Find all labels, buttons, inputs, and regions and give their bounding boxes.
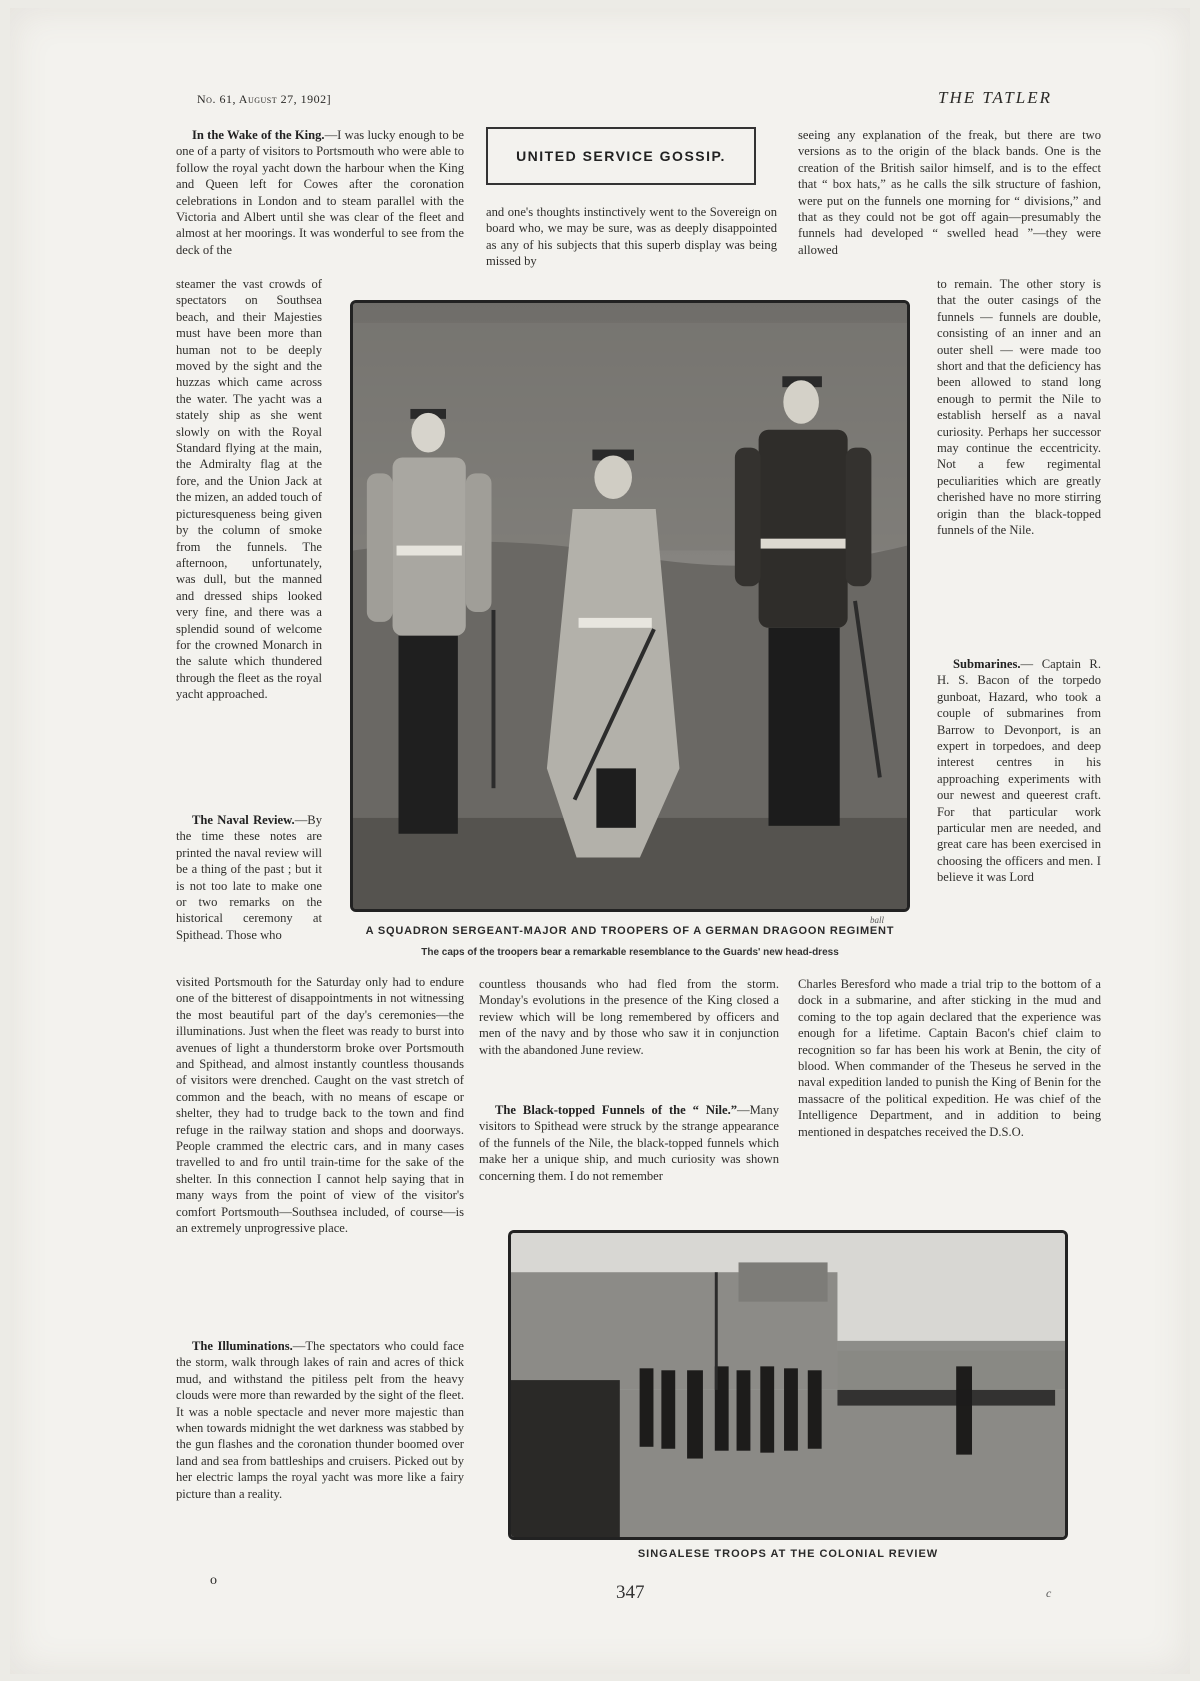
- col3-top-paragraph: [798, 127, 1101, 258]
- illuminations-text: —The spectators who could face the storm, walk through lakes of rain and acres of thick mud, and withstand the pitiless pelt from the heavy clouds were more than rewarded by the sight of the fleet. It was a noble spectacle and never more majestic than when towards midnight the wet darkness was stabbed by the gun flashes and the coronation thunder boomed over land and sea from battleships and cruisers. Picked out by her electric lamps the royal yacht was more like a fairy picture than a reality.: [176, 1339, 464, 1501]
- printer-mark-left: o: [210, 1573, 217, 1588]
- magazine-title: THE TATLER: [938, 88, 1052, 107]
- wake-text-narrow: steamer the vast crowds of spectators on Southsea beach, and their Majesties must have been more than human not to be deeply moved by the sight and the huzzas which came across the water. The yacht was a stately ship as she went slowly on with the Royal Standard flying at the main, the Admiralty flag at the fore, and the Union Jack at the mizen, an added touch of picturesqueness being given by the column of smoke from the funnels. The afternoon, unfortunately, was dull, but the manned and dressed ships looked very fine, and there was a splendid sound of welcome for the crowned Monarch in the salute which thundered through the fleet as the royal yacht approached.: [176, 277, 322, 702]
- review-text: countless thousands who had fled from the storm. Monday's evolutions in the presence of the King closed a review which will be long remembered by officers and men of the navy and by those who saw it in conjunction with the abandoned June review.: [479, 977, 779, 1057]
- illuminations-heading: The Illuminations.: [192, 1339, 293, 1353]
- naval-paragraph-narrow: [176, 812, 322, 943]
- funnels-paragraph: [479, 1102, 779, 1184]
- submarines-paragraph-wide: [798, 976, 1101, 1140]
- submarines-paragraph-narrow: [937, 656, 1101, 886]
- section-title: UNITED SERVICE GOSSIP.: [486, 127, 756, 185]
- col3-top-text: seeing any explanation of the freak, but there are two versions as to the origin of the black bands. One is the creation of the British sailor himself, and is to the effect that “ box hats,” as he calls the silk structure of fashion, were put on the funnels one morning for “ divisions,” and that as they could not be got off again—presumably the funnels had developed “ swelled head ”—they were allowed: [798, 128, 1101, 257]
- submarines-text-wide: Charles Beresford who made a trial trip to the bottom of a dock in a submarine, and after sticking in the mud and coming to the top again declared that the experience was enough for a lifetime. Captain Bacon's chief claim to recognition so far has been his work at Benin, the city of blood. When commander of the Theseus he served in the naval expedition landed to punish the King of Benin for the massacre of the political expedition. He was chief of the Intelligence Department, and in addition to being mentioned in despatches received the D.S.O.: [798, 977, 1101, 1139]
- wake-paragraph-top: [176, 127, 464, 258]
- col2-top-text: and one's thoughts instinctively went to the Sovereign on board who, we may be sure, was as deeply disappointed as any of his subjects that this superb display was being missed by: [486, 205, 777, 269]
- funnels-heading: The Black-topped Funnels of the “ Nile.”: [495, 1103, 738, 1117]
- page-number: 347: [616, 1582, 645, 1603]
- col3-narrow-text: to remain. The other story is that the outer casings of the funnels — funnels are double, consisting of an inner and an outer shell — were made too short and that the deficiency has been allowed to stand long enough to permit the Nile to establish herself as a naval curiosity. Perhaps her successor may continue the eccentricity. Not a few regimental peculiarities which are greatly cherished have no more stirring origin than the black-topped funnels of the Nile.: [937, 277, 1101, 538]
- dragoon-caption: A SQUADRON SERGEANT-MAJOR AND TROOPERS OF A GERMAN DRAGOON REGIMENT: [365, 925, 895, 937]
- printer-mark-right: c: [1046, 1586, 1052, 1600]
- funnels-text: —Many visitors to Spithead were struck by the strange appearance of the funnels of the Nile, the black-topped funnels which make her a unique ship, and much curiosity was shown concerning them. I do not remember: [479, 1103, 779, 1183]
- singalese-caption: SINGALESE TROOPS AT THE COLONIAL REVIEW: [637, 1548, 939, 1560]
- illuminations-paragraph: [176, 1338, 464, 1502]
- photo-credit: ball: [870, 915, 885, 925]
- naval-paragraph-wide: [176, 974, 464, 1237]
- naval-heading: The Naval Review.: [192, 813, 295, 827]
- review-paragraph: [479, 976, 779, 1058]
- wake-paragraph-narrow: [176, 276, 322, 703]
- col3-narrow-paragraph: [937, 276, 1101, 539]
- naval-text-narrow: —By the time these notes are printed the naval review will be a thing of the past ; but it is not too late to make one or two remarks on the historical ceremony at Spithead. Those who: [176, 813, 322, 942]
- submarines-text-narrow: — Captain R. H. S. Bacon of the torpedo gunboat, Hazard, who took a couple of submarines from Barrow to Devonport, is an expert in torpedoes, and deep interest centres in his approaching experiments with our newest and queerest craft. For that particular work particular men are needed, and great care has been exercised in choosing the officers and men. I believe it was Lord: [937, 657, 1101, 885]
- dragoon-subcaption: The caps of the troopers bear a remarkable resemblance to the Guards' new head-dress: [421, 947, 839, 958]
- singalese-troops-photograph: [508, 1230, 1068, 1540]
- wake-heading: In the Wake of the King.: [192, 128, 325, 142]
- dragoon-photograph: [350, 300, 910, 912]
- col2-top-paragraph: [486, 204, 777, 270]
- submarines-heading: Submarines.: [953, 657, 1021, 671]
- wake-text-top: —I was lucky enough to be one of a party of visitors to Portsmouth who were able to follow the royal yacht down the harbour when the King and Queen left for Cowes after the coronation celebrations in London and to steam parallel with the Victoria and Albert until she was clear of the fleet and almost at her moorings. It was wonderful to see from the deck of the: [176, 128, 464, 257]
- issue-header: No. 61, August 27, 1902]: [197, 92, 332, 106]
- naval-text-wide: visited Portsmouth for the Saturday only had to endure one of the bitterest of disappointments in not witnessing the most beautiful part of the day's ceremonies—the illuminations. Just when the fleet was ready to burst into avenues of light a thunderstorm broke over Portsmouth and Spithead, and almost instantly countless thousands of visitors were drenched. Caught on the vast stretch of common and the beach, with no means of escape or shelter, they had to trudge back to the town and find refuge in the railway station and shops and doorways. People crammed the electric cars, and in many cases travelled to and fro until train-time for the sake of the shelter. In this connection I cannot help saying that in many ways from the point of view of the visitor's comfort Portsmouth—Southsea included, of course—is an extremely unprogressive place.: [176, 975, 464, 1236]
